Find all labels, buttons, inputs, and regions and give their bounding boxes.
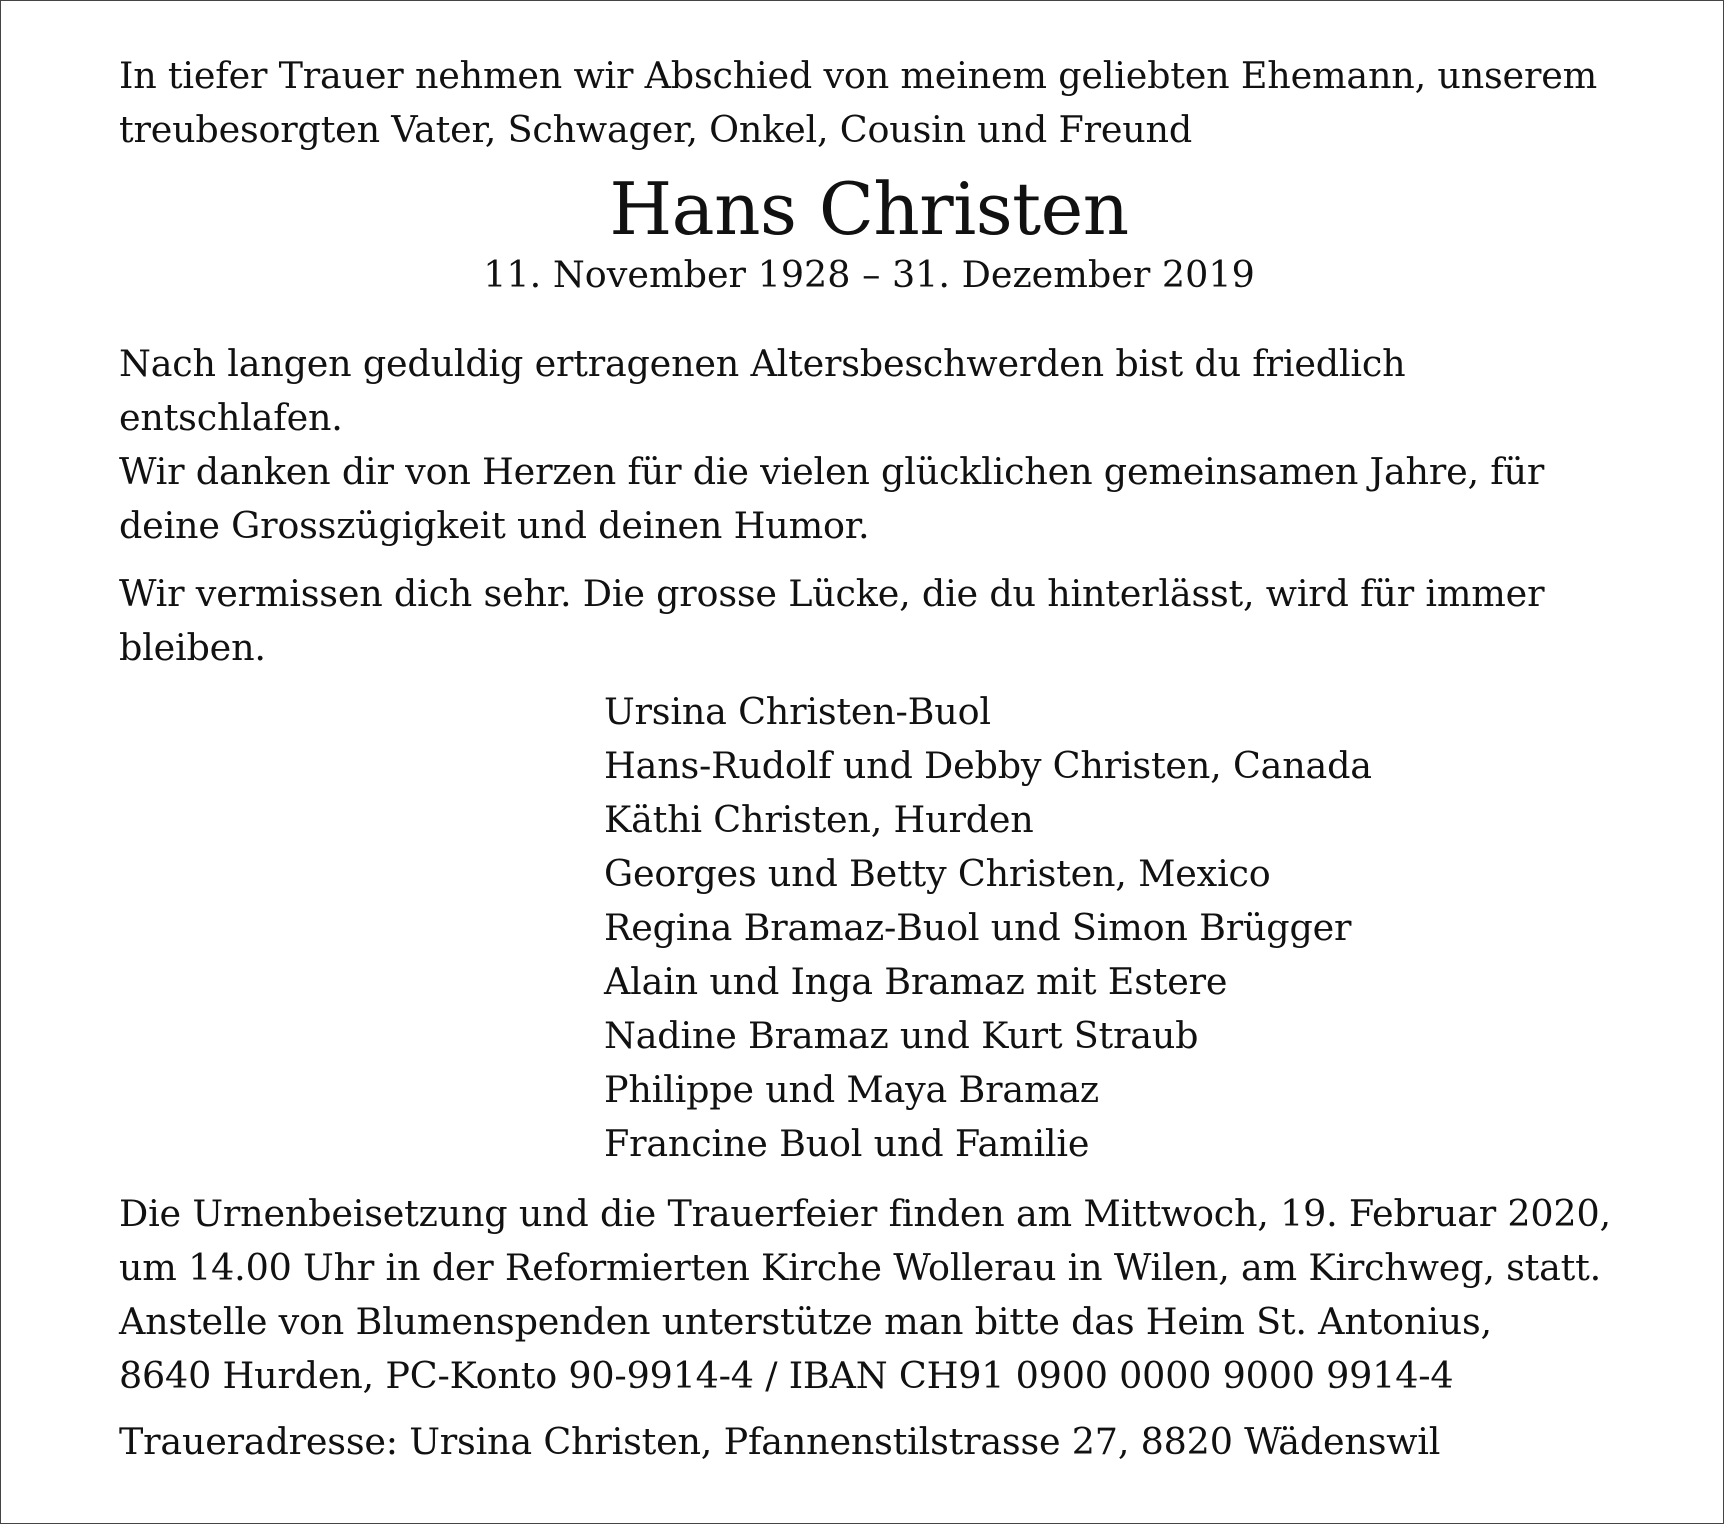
ceremony-info bbox=[119, 1187, 1619, 1403]
mourning-address: Traueradresse: Ursina Christen, Pfannenstilstrasse 27, 8820 Wädenswil bbox=[119, 1420, 1441, 1463]
paragraph-missing bbox=[119, 567, 1619, 675]
paragraph-line: Wir danken dir von Herzen für die vielen glücklichen gemeinsamen Jahre, für bbox=[119, 450, 1545, 493]
paragraph-farewell bbox=[119, 337, 1619, 553]
life-dates: 11. November 1928 – 31. Dezember 2019 bbox=[483, 253, 1255, 296]
mourner-entry: Alain und Inga Bramaz mit Estere bbox=[604, 960, 1228, 1003]
mourners-list bbox=[604, 685, 1619, 1171]
ceremony-line: um 14.00 Uhr in der Reformierten Kirche Wollerau in Wilen, am Kirchweg, statt. bbox=[119, 1246, 1602, 1289]
mourner-entry: Georges und Betty Christen, Mexico bbox=[604, 852, 1271, 895]
deceased-name: Hans Christen bbox=[609, 167, 1129, 251]
mourner-entry: Käthi Christen, Hurden bbox=[604, 798, 1034, 841]
mourner-entry: Francine Buol und Familie bbox=[604, 1122, 1090, 1165]
ceremony-line: Die Urnenbeisetzung und die Trauerfeier finden am Mittwoch, 19. Februar 2020, bbox=[119, 1192, 1611, 1235]
notice-content bbox=[119, 49, 1619, 1469]
mourner-entry: Philippe und Maya Bramaz bbox=[604, 1068, 1099, 1111]
mourner-entry: Regina Bramaz-Buol und Simon Brügger bbox=[604, 906, 1352, 949]
mourner-entry: Hans-Rudolf und Debby Christen, Canada bbox=[604, 744, 1372, 787]
ceremony-line: 8640 Hurden, PC-Konto 90-9914-4 / IBAN CH91 0900 0000 9000 9914-4 bbox=[119, 1354, 1454, 1397]
paragraph-line: Wir vermissen dich sehr. Die grosse Lücke, die du hinterlässt, wird für immer bbox=[119, 572, 1545, 615]
paragraph-line: deine Grosszügigkeit und deinen Humor. bbox=[119, 504, 870, 547]
mourner-entry: Nadine Bramaz und Kurt Straub bbox=[604, 1014, 1199, 1057]
intro-text bbox=[119, 49, 1619, 157]
intro-line: treubesorgten Vater, Schwager, Onkel, Cousin und Freund bbox=[119, 108, 1193, 151]
intro-line: In tiefer Trauer nehmen wir Abschied von meinem geliebten Ehemann, unserem bbox=[119, 54, 1598, 97]
paragraph-line: bleiben. bbox=[119, 626, 266, 669]
ceremony-line: Anstelle von Blumenspenden unterstütze man bitte das Heim St. Antonius, bbox=[119, 1300, 1492, 1343]
mourner-entry: Ursina Christen-Buol bbox=[604, 690, 991, 733]
paragraph-line: Nach langen geduldig ertragenen Altersbeschwerden bist du friedlich entschlafen. bbox=[119, 342, 1406, 439]
